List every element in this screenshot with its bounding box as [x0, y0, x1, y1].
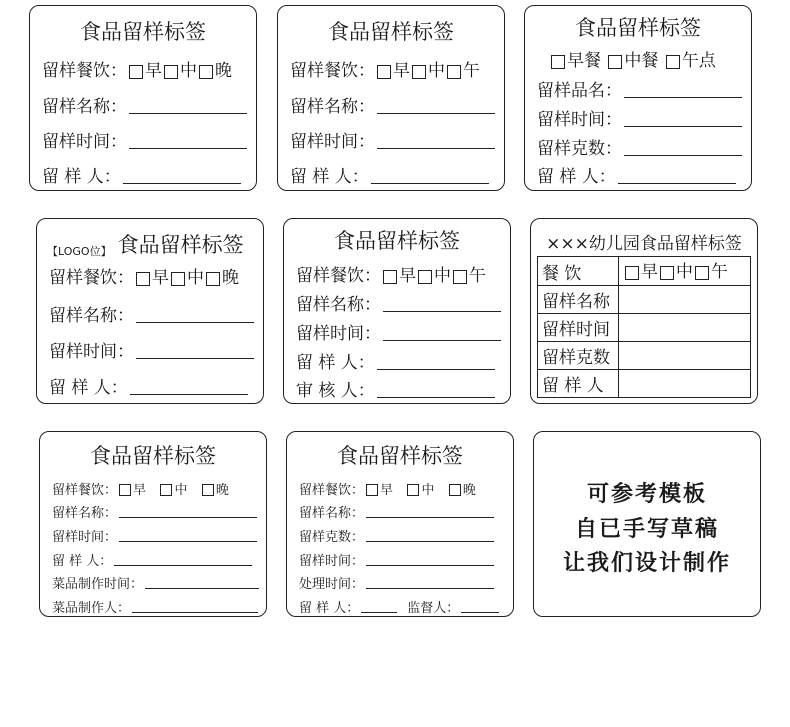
field-label: 留样克数：	[299, 530, 365, 545]
row-header: 留 样 人	[538, 370, 619, 398]
checkbox[interactable]	[695, 266, 709, 280]
table-row	[538, 314, 751, 342]
checkbox[interactable]	[366, 484, 378, 496]
write-line[interactable]	[361, 611, 397, 613]
write-line[interactable]	[136, 321, 254, 323]
meal-label: 留样餐饮：	[52, 483, 118, 498]
checkbox[interactable]	[551, 55, 565, 69]
meal-label: 留样餐饮：	[299, 483, 365, 498]
label-card-3	[524, 5, 752, 191]
field-row	[52, 526, 257, 545]
write-line[interactable]	[624, 125, 742, 127]
notice-card	[533, 431, 761, 617]
field-row	[49, 373, 248, 398]
card-title: 食品留样标签	[334, 229, 460, 253]
card-title: 食品留样标签	[80, 20, 206, 44]
meal-label: 留样餐饮：	[42, 61, 127, 81]
field-row	[537, 105, 742, 130]
option-label: 午	[463, 61, 480, 81]
write-line[interactable]	[377, 396, 495, 398]
field-label: 留 样 人：	[296, 353, 375, 373]
label-card-7	[39, 431, 267, 617]
field-label: 留样时间：	[290, 132, 375, 152]
field-label: 留样品名：	[537, 81, 622, 101]
meal-row	[296, 261, 486, 286]
option-label: 早	[641, 262, 658, 282]
option-label: 早	[133, 483, 147, 498]
card-title: 食品留样标签	[90, 444, 216, 468]
field-row	[42, 127, 247, 152]
field-label: 留 样 人：	[290, 167, 369, 187]
option-label: 中	[187, 268, 204, 288]
field-label: 留样名称：	[49, 306, 134, 326]
field-label: 留样名称：	[299, 506, 365, 521]
checkbox[interactable]	[449, 484, 461, 496]
field-label: 留 样 人：	[52, 554, 113, 569]
checkbox[interactable]	[164, 65, 178, 79]
checkbox[interactable]	[171, 272, 185, 286]
write-line[interactable]	[624, 154, 742, 156]
field-row	[49, 301, 254, 326]
field-label: 留样时间：	[42, 132, 127, 152]
option-label: 早餐	[567, 51, 601, 71]
label-card-6	[530, 218, 758, 404]
checkbox[interactable]	[453, 270, 467, 284]
checkbox[interactable]	[206, 272, 220, 286]
checkbox[interactable]	[129, 65, 143, 79]
label-card-1	[29, 5, 257, 191]
checkbox[interactable]	[412, 65, 426, 79]
option-label: 中	[421, 483, 435, 498]
meal-options	[619, 257, 751, 286]
label-table	[537, 256, 751, 398]
checkbox[interactable]	[199, 65, 213, 79]
card-title: 食品留样标签	[117, 233, 244, 257]
write-line[interactable]	[123, 182, 241, 184]
write-cell[interactable]	[619, 286, 751, 314]
write-cell[interactable]	[619, 342, 751, 370]
label-card-4	[36, 218, 264, 404]
field-label: 监督人：	[407, 601, 460, 616]
field-label: 留样时间：	[52, 530, 118, 545]
card-title: 食品留样标签	[575, 16, 701, 40]
field-row	[537, 162, 736, 187]
option-label: 晚	[215, 483, 229, 498]
option-label: 早	[380, 483, 394, 498]
write-line[interactable]	[119, 516, 257, 518]
option-label: 中餐	[624, 51, 659, 71]
write-line[interactable]	[624, 96, 742, 98]
notice-line-2: 自已手写草稿	[574, 517, 719, 542]
write-line[interactable]	[366, 564, 494, 566]
write-line[interactable]	[377, 112, 495, 114]
option-label: 午点	[681, 51, 716, 71]
checkbox[interactable]	[608, 55, 622, 69]
meal-label: 留样餐饮：	[290, 61, 375, 81]
write-line[interactable]	[132, 611, 258, 613]
write-cell[interactable]	[619, 370, 751, 398]
table-row	[538, 370, 751, 398]
meal-row	[549, 46, 716, 71]
field-label: 留 样 人：	[299, 601, 360, 616]
write-line[interactable]	[130, 393, 248, 395]
logo-placeholder: 【LOGO位】	[47, 245, 112, 258]
checkbox[interactable]	[660, 266, 674, 280]
checkbox[interactable]	[625, 266, 639, 280]
field-row	[296, 319, 501, 344]
option-label: 早	[145, 61, 162, 81]
card-title: ×××幼儿园食品留样标签	[546, 234, 742, 254]
field-row	[299, 573, 494, 592]
option-label: 早	[399, 266, 416, 286]
field-label: 留 样 人：	[49, 378, 128, 398]
checkbox[interactable]	[119, 484, 131, 496]
option-label: 中	[174, 483, 188, 498]
card-title: 食品留样标签	[328, 20, 454, 44]
field-label: 菜品制作时间：	[52, 577, 144, 592]
table-row	[538, 342, 751, 370]
checkbox[interactable]	[383, 270, 397, 284]
option-label: 晚	[215, 61, 232, 81]
write-line[interactable]	[377, 147, 495, 149]
field-row	[52, 550, 252, 569]
label-card-2	[277, 5, 505, 191]
field-label: 处理时间：	[299, 577, 365, 592]
field-row	[296, 376, 495, 401]
notice-line-3: 让我们设计制作	[562, 551, 731, 576]
meal-label: 留样餐饮：	[296, 266, 381, 286]
field-row	[42, 92, 247, 117]
write-line[interactable]	[383, 339, 501, 341]
write-line[interactable]	[145, 587, 259, 589]
row-header: 留样名称	[538, 286, 619, 314]
option-label: 晚	[462, 483, 476, 498]
meal-row	[52, 479, 229, 498]
write-cell[interactable]	[619, 314, 751, 342]
field-row	[52, 573, 259, 592]
field-row	[299, 502, 494, 521]
meal-row	[290, 56, 480, 81]
field-label: 留样时间：	[49, 342, 134, 362]
write-line[interactable]	[371, 182, 489, 184]
write-line[interactable]	[119, 540, 257, 542]
field-label: 留样名称：	[42, 97, 127, 117]
title-row	[47, 229, 244, 259]
checkbox[interactable]	[377, 65, 391, 79]
meal-row	[299, 479, 476, 498]
checkbox[interactable]	[666, 55, 680, 69]
field-row	[296, 290, 501, 315]
field-label: 留 样 人：	[537, 167, 616, 187]
write-line[interactable]	[366, 540, 494, 542]
row-header: 留样时间	[538, 314, 619, 342]
field-label: 审 核 人：	[296, 381, 375, 401]
meal-label: 留样餐饮：	[49, 268, 134, 288]
field-label: 留样名称：	[290, 97, 375, 117]
field-label: 留样时间：	[537, 110, 622, 130]
checkbox[interactable]	[202, 484, 214, 496]
field-label: 留样克数：	[537, 139, 622, 159]
field-row	[299, 550, 494, 569]
field-row	[537, 76, 742, 101]
field-label: 菜品制作人：	[52, 601, 131, 616]
field-row	[290, 127, 495, 152]
option-label: 中	[428, 61, 445, 81]
field-label: 留 样 人：	[42, 167, 121, 187]
label-card-5	[283, 218, 511, 404]
write-line[interactable]	[129, 112, 247, 114]
write-line[interactable]	[136, 357, 254, 359]
field-row	[42, 162, 241, 187]
checkbox[interactable]	[160, 484, 172, 496]
option-label: 午	[469, 266, 486, 286]
table-row	[538, 286, 751, 314]
field-label: 留样时间：	[299, 554, 365, 569]
field-row	[52, 502, 257, 521]
field-row	[299, 526, 494, 545]
write-line[interactable]	[129, 147, 247, 149]
write-line[interactable]	[114, 564, 252, 566]
field-row	[537, 134, 742, 159]
field-label: 留样名称：	[296, 295, 381, 315]
field-label: 留样名称：	[52, 506, 118, 521]
write-line[interactable]	[377, 368, 495, 370]
write-line[interactable]	[461, 611, 499, 613]
checkbox[interactable]	[407, 484, 419, 496]
notice-line-1: 可参考模板	[586, 482, 707, 507]
write-line[interactable]	[366, 516, 494, 518]
checkbox[interactable]	[447, 65, 461, 79]
field-row	[296, 348, 495, 373]
option-label: 中	[676, 262, 693, 282]
checkbox[interactable]	[418, 270, 432, 284]
field-row	[290, 162, 489, 187]
field-row	[299, 597, 499, 616]
option-label: 午	[711, 262, 728, 282]
row-header: 餐 饮	[538, 257, 619, 286]
field-row	[290, 92, 495, 117]
option-label: 中	[180, 61, 197, 81]
row-header: 留样克数	[538, 342, 619, 370]
option-label: 中	[434, 266, 451, 286]
meal-row	[49, 263, 239, 288]
option-label: 早	[393, 61, 410, 81]
field-label: 留样时间：	[296, 324, 381, 344]
option-label: 晚	[222, 268, 239, 288]
label-card-8	[286, 431, 514, 617]
option-label: 早	[152, 268, 169, 288]
write-line[interactable]	[383, 310, 501, 312]
table-row	[538, 257, 751, 286]
card-title: 食品留样标签	[337, 444, 463, 468]
field-row	[49, 337, 254, 362]
field-row	[52, 597, 258, 616]
write-line[interactable]	[618, 182, 736, 184]
write-line[interactable]	[366, 587, 494, 589]
meal-row	[42, 56, 232, 81]
checkbox[interactable]	[136, 272, 150, 286]
